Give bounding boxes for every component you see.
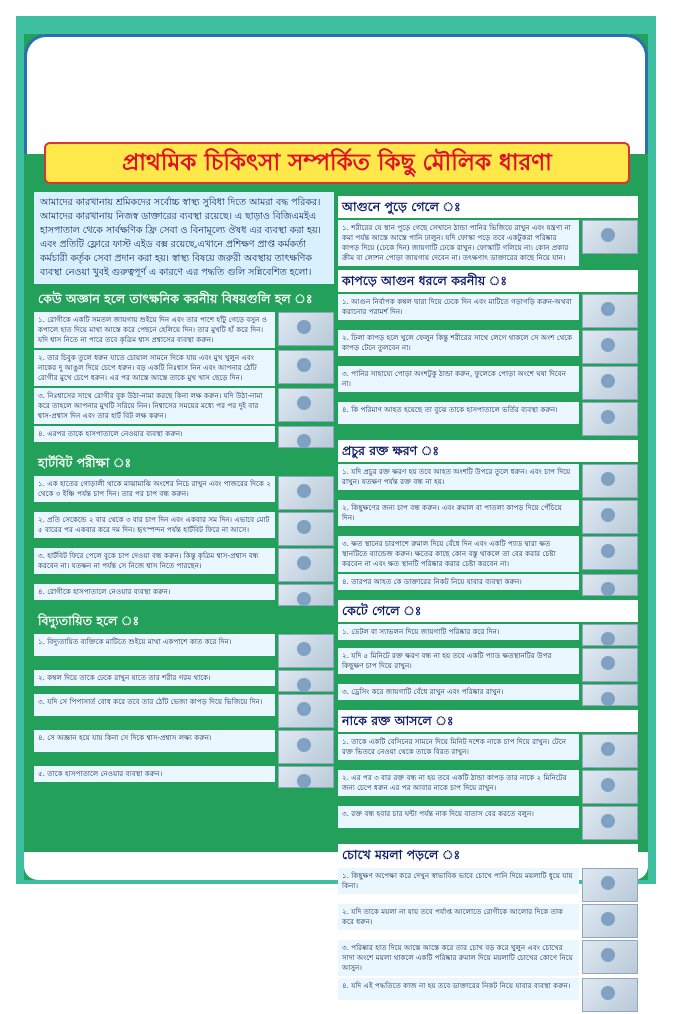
section-heading: হার্টবিট পরীক্ষা ঃ: [38, 455, 132, 470]
section-heading: কাপড়ে আগুন ধরলে করনীয় ঃ: [338, 270, 638, 292]
section-right-2: [338, 440, 638, 596]
instruction-text: ১. ডেটল বা স্যাভলন দিয়ে জায়গাটি পরিষ্কার করে দিন।: [338, 624, 579, 640]
instruction-text: ৩. হার্টবিট ফিরে পেলে বুকে চাপ দেওয়া বন্ধ করুন। কিন্তু কৃত্রিম শ্বাস-প্রশ্বাস বন্ধ করবেন না। যতক্ষন না পর্যন্ত সে নিজে শ্বাস নিতে পারছেন।: [34, 548, 275, 574]
illustration-photo: [278, 426, 334, 448]
illustration-photo: [582, 536, 638, 570]
instruction-text: ৩. পানির সাহায্যে পোড়া অংশটুকু ঠান্ডা করুন, ফুলেকে পোড়া অংশে ঘষা দিবেন না।: [338, 366, 579, 392]
instruction-item: [34, 670, 334, 692]
instruction-item: [338, 402, 638, 436]
section-heading: আগুনে পুড়ে গেলে ঃ: [338, 196, 638, 218]
section-right-0: [338, 196, 638, 266]
instruction-item: [34, 694, 334, 728]
illustration-photo: [278, 766, 334, 788]
section-heading: কেটে গেলে ঃ: [338, 600, 638, 622]
instruction-item: [338, 806, 638, 840]
illustration-photo: [278, 350, 334, 384]
right-column: [338, 192, 638, 1014]
instruction-text: ১. তাকে একটি বেসিনের সামনে দিয়ে মিনিট দশেক নাকে চাপ দিয়ে রাখুন। টেনে রক্ত ভিতরে নেওয়া থেকে তাকে বিরত রাখুন।: [338, 734, 579, 760]
illustration-photo: [278, 670, 334, 692]
illustration-photo: [582, 402, 638, 436]
left-column: [34, 192, 334, 790]
instruction-item: [34, 350, 334, 386]
illustration-photo: [582, 978, 638, 1012]
illustration-photo: [582, 648, 638, 682]
section-right-5: [338, 844, 638, 1012]
instruction-item: [34, 548, 334, 582]
instruction-text: ৪. এরপর তাকে হাসপাতালে নেওয়ার ব্যবস্থা করুন।: [34, 426, 275, 442]
instruction-text: ৩. রক্ত বন্ধ হবার চার ঘন্টা পর্যন্ত নাক দিয়ে বাতাস বের করতে বলুন।: [338, 806, 579, 828]
instruction-item: [338, 464, 638, 498]
illustration-photo: [582, 868, 638, 902]
instruction-item: [338, 940, 638, 976]
illustration-photo: [582, 500, 638, 534]
instruction-text: ২. কম্বল দিয়ে তাকে ঢেকে রাখুন যাতে তার শরীর গরম থাকে।: [34, 670, 275, 686]
section-heading: প্রচুর রক্ত ক্ষরণ ঃ: [338, 440, 638, 462]
instruction-text: ৩. যদি সে পিপাসার্ত বোধ করে তবে তার ঠোঁট ভেজা কাপড় দিয়ে ভিজিয়ে দিন।: [34, 694, 275, 716]
illustration-photo: [582, 940, 638, 974]
instruction-item: [338, 770, 638, 804]
instruction-item: [34, 426, 334, 448]
instruction-item: [338, 648, 638, 682]
instruction-item: [338, 366, 638, 400]
instruction-item: [338, 574, 638, 596]
section-right-4: [338, 710, 638, 840]
instruction-text: ৪. সে অজ্ঞান হয়ে যায় কিনা সে দিকে শ্বাস-প্রশ্বাস লক্ষ্য করুন।: [34, 730, 275, 752]
instruction-text: ১. রোগীকে একটি সমতল জায়গায় শুইয়ে দিন এবং তার পাশে হাঁটু গেড়ে বসুন ও কপালে হাত দিয়ে মাথা আস্তে করে পেছনে হেলিয়ে দিন। তার মুখটি হাঁ করে দিন। যদি শ্বাস নিতে না পারে তবে কৃত্রিম শ্বাস প্রশ্বাসের ব্যবস্থা করুন।: [34, 312, 275, 348]
illustration-photo: [582, 294, 638, 328]
section-right-3: [338, 600, 638, 706]
illustration-photo: [278, 634, 334, 668]
instruction-text: ১. শরীরের যে স্থান পুড়ে গেছে সেখানে ঠান্ডা পানির ভিজিয়ে রাখুন এবং যন্ত্রণা না কমা পর্যন্ত আস্তে আস্তে পানি ঢালুন। যদি ফোস্কা পড়ে তবে একটুকরা পরিষ্কার কাপড় দিয়ে (ঢেকে দিন) জায়গাটি ঢেকে রাখুন। ফোস্কাটি গলিয়ে না। কোন প্রকার ক্রীম বা লোশন পোড়া জায়গায় দেবেন না। তৎক্ষণাৎ ডাক্তারের কাছে নিয়ে যান।: [338, 220, 579, 266]
instruction-text: ৩. ক্ষত স্থানের চারপাশে রুমাল দিয়ে বেঁধে দিন এবং একটি প্যাড দ্বারা ক্ষত স্থানটিতে ব্যান্ডেজ করুন। ক্ষতের কাছে কোন বস্তু থাকলে তা বের করার চেষ্টা করবেন না এবং ক্ষত স্থানটি পরিষ্কার করার চেষ্টা করবেন না।: [338, 536, 579, 572]
instruction-text: ৪. যদি এই পদ্ধতিতে কাজ না হয় তবে ডাক্তারের নিকট নিয়ে যাবার ব্যবস্থা করুন।: [338, 978, 579, 1000]
section-left-0: [34, 288, 334, 448]
instruction-item: [338, 684, 638, 706]
illustration-photo: [278, 730, 334, 764]
instruction-item: [338, 500, 638, 534]
instruction-item: [34, 388, 334, 424]
poster-top-cap: [24, 34, 648, 154]
instruction-text: ১. কিছুক্ষণ অপেক্ষা করে দেখুন স্বাভাবিক ভাবে চোখে পানি দিয়ে ময়লাটি ধুয়ে যায় কিনা।: [338, 868, 579, 894]
illustration-photo: [582, 464, 638, 498]
instruction-item: [338, 868, 638, 902]
instruction-text: ৪. কি পরিমাণ আহত হয়েছে তা বুঝে তাকে হাসপাতালে ভর্তির ব্যবস্থা করুন।: [338, 402, 579, 424]
illustration-photo: [582, 366, 638, 400]
instruction-item: [338, 624, 638, 646]
illustration-photo: [582, 684, 638, 706]
illustration-photo: [278, 584, 334, 606]
intro-paragraph: আমাদের কারখানায় শ্রমিকদের সর্বোচ্চ স্বাস্থ্য সুবিধা দিতে আমরা বদ্ধ পরিকর। আমাদের কারখানায় নিজস্ব ডাক্তারের ব্যবস্থা রয়েছে। এ ছাড়াও বিজিএমইএ হাসপাতাল থেকে সার্বক্ষণিক ফ্রি সেবা ও বিনামূল্যে ঔষধ এর ব্যবস্থা করা হয়। এবং প্রতিটি ফ্লোরে ফাস্ট এইড বক্স রয়েছে,এখানে প্রশিক্ষণ প্রাপ্ত কর্মকর্তা কর্মচারী কর্তৃক সেবা প্রদান করা হয়। স্বাস্থ্য বিষয়ে জরুরী অবস্থায় তাৎক্ষণিক ব্যবস্থা নেওয়া খুবই গুরুত্বপূর্ণ এ কারণে এর পদ্ধতি গুলি সন্নিবেশিত হলো।: [34, 192, 334, 284]
instruction-text: ৩. পরিষ্কার হাত দিয়ে আস্তে আস্তে করে তার চোখ বড় করে খুলুন এবং চোখের সাদা অংশে ময়লা থাকলে একটি পরিষ্কার রুমাল দিয়ে ময়লাটি চোখের কোণে নিয়ে আসুন।: [338, 940, 579, 976]
instruction-text: ৫. তাকে হাসপাতালে নেওয়ার ব্যবস্থা করুন।: [34, 766, 275, 782]
instruction-text: ২. কিছুক্ষণের জন্য চাপ বন্ধ করুন। এবং রুমাল বা পাতলা কাপড় দিয়ে পেঁচিয়ে দিন।: [338, 500, 579, 526]
section-left-2: [34, 610, 334, 788]
instruction-text: ১. এক হাতের গোড়ালী থাকে মাঝামাঝি অংশের নিচে রাখুন এবং পাজরের দিকে ২ থেকে ৩ ইঞ্চি পর্যন্ত চাপ দিন। তার পর চাপ বন্ধ করুন।: [34, 476, 275, 502]
instruction-text: ২. যদি ৫ মিনিটে রক্ত ক্ষরণ বন্ধ না হয় তবে একটি প্যাড ক্ষতস্থানটির উপর কিছুক্ষণ চাপ দিয়ে রাখুন।: [338, 648, 579, 674]
instruction-text: ২. প্রতি সেকেন্ডে ২ বার থেকে ৩ বার চাপ দিন এবং একবার সম দিন। এভাবে মোট ৫ বারের পর একবার করে দম দিন। হৃৎস্পন্দন পর্যন্ত হার্টবিট ফিরে না আসে।: [34, 512, 275, 538]
section-left-1: [34, 452, 334, 606]
section-heading: চোখে ময়লা পড়লে ঃ: [338, 844, 638, 866]
instruction-item: [34, 512, 334, 546]
instruction-text: ১. বিদ্যুতায়িত ব্যক্তিকে মাটিতে শুইয়ে মাথা একপাশে কাত করে দিন।: [34, 634, 275, 656]
illustration-photo: [582, 330, 638, 364]
illustration-photo: [582, 734, 638, 768]
illustration-photo: [582, 574, 638, 596]
instruction-text: ২. তার চিবুক তুলে ধরুন যাতে চোয়াল সামনে দিকে যায় এবং মুখ খুলুন এবং নাকের দু আঙুল দিয়ে চেপে ধরুন। বড় একটি নিঃশ্বাস নিন এবং আপনার ঠোঁট রোগীর মুখে চেপে ধরুন। এর পর আস্তে আস্তে তাকে মুখ খাস ছেড়ে দিন।: [34, 350, 275, 386]
instruction-text: ৩. নিঃশ্বাসের সাথে রোগীর বুক উঠা-নামা করছে কিনা লক্ষ করুন। যদি উঠা-নামা করে তাহলে আপনার মুখটি সরিয়ে নিন। নিশ্বাসের সময়ের মধ্যে পর পর দুই বার শ্বাস-প্রশ্বাস দিন এবং তার হার্ট বিট লক্ষ করুন।: [34, 388, 275, 424]
illustration-photo: [278, 512, 334, 546]
instruction-text: ২. ঢিলা কাপড় হলে খুলে ফেলুন কিন্তু শরীরের সাথে লেগে থাকলে সে অংশ থেকে কাপড় টেনে তুলবেন না।: [338, 330, 579, 356]
instruction-text: ১. যদি প্রচুর রক্ত ক্ষরণ হয় তবে আহত অংশটি উপরে তুলে ধরুন। এবং চাপ দিয়ে রাখুন। যতক্ষণ পর্যন্ত রক্ত বন্ধ না হয়।: [338, 464, 579, 490]
instruction-item: [338, 904, 638, 938]
instruction-item: [34, 312, 334, 348]
instruction-text: ৪. তারপর আহত কে ডাক্তারের নিকট নিয়ে যাবার ব্যবস্থা করুন।: [338, 574, 579, 590]
instruction-item: [34, 634, 334, 668]
instruction-text: ১. আগুন নির্বাপক কম্বল দ্বারা দিয়ে ঢেকে দিন এবং মাটিতে গড়াগড়ি করুন-অথবা করানোর পরামর্শ দিন।: [338, 294, 579, 320]
instruction-item: [34, 476, 334, 510]
instruction-item: [34, 766, 334, 788]
section-heading: বিদ্যুতায়িত হলে ঃ: [38, 613, 140, 628]
instruction-item: [338, 294, 638, 328]
section-right-1: [338, 270, 638, 436]
illustration-photo: [278, 476, 334, 510]
illustration-photo: [582, 904, 638, 938]
instruction-item: [338, 330, 638, 364]
instruction-item: [338, 734, 638, 768]
instruction-item: [338, 220, 638, 266]
instruction-text: ৪. রোগীকে হাসপাতালে নেওয়ার ব্যবস্থা করুন।: [34, 584, 275, 600]
section-heading: নাকে রক্ত আসলে ঃ: [338, 710, 638, 732]
illustration-photo: [582, 770, 638, 804]
illustration-photo: [278, 388, 334, 422]
instruction-item: [338, 978, 638, 1012]
illustration-photo: [278, 694, 334, 728]
illustration-photo: [582, 806, 638, 840]
instruction-item: [338, 536, 638, 572]
instruction-item: [34, 730, 334, 764]
instruction-item: [34, 584, 334, 606]
illustration-photo: [278, 312, 334, 346]
illustration-photo: [278, 548, 334, 582]
section-heading: কেউ অজ্ঞান হলে তাৎক্ষনিক করনীয় বিষয়গুলি হল ঃ: [38, 291, 313, 306]
poster-title: প্রাথমিক চিকিৎসা সম্পর্কিত কিছু মৌলিক ধারণা: [44, 142, 630, 184]
illustration-photo: [582, 220, 638, 254]
instruction-text: ২. এর পর ৩ বার রক্ত বন্ধ না হয় তবে একটি ঠান্ডা কাপড় তার নাকে ২ মিনিটের জন্য চেপে ধরুন এর পর আবার নাকে চাপ দিয়ে রাখুন।: [338, 770, 579, 796]
instruction-text: ৩. ড্রেসিং করে জায়গাটি বেঁধে রাখুন এবং পরিষ্কার রাখুন।: [338, 684, 579, 700]
illustration-photo: [582, 624, 638, 646]
instruction-text: ২. যদি তাকে ময়লা না যায় তবে পর্যাপ্ত আলোতে রোগীকে আলোর দিকে তাক করে ধরুন।: [338, 904, 579, 930]
